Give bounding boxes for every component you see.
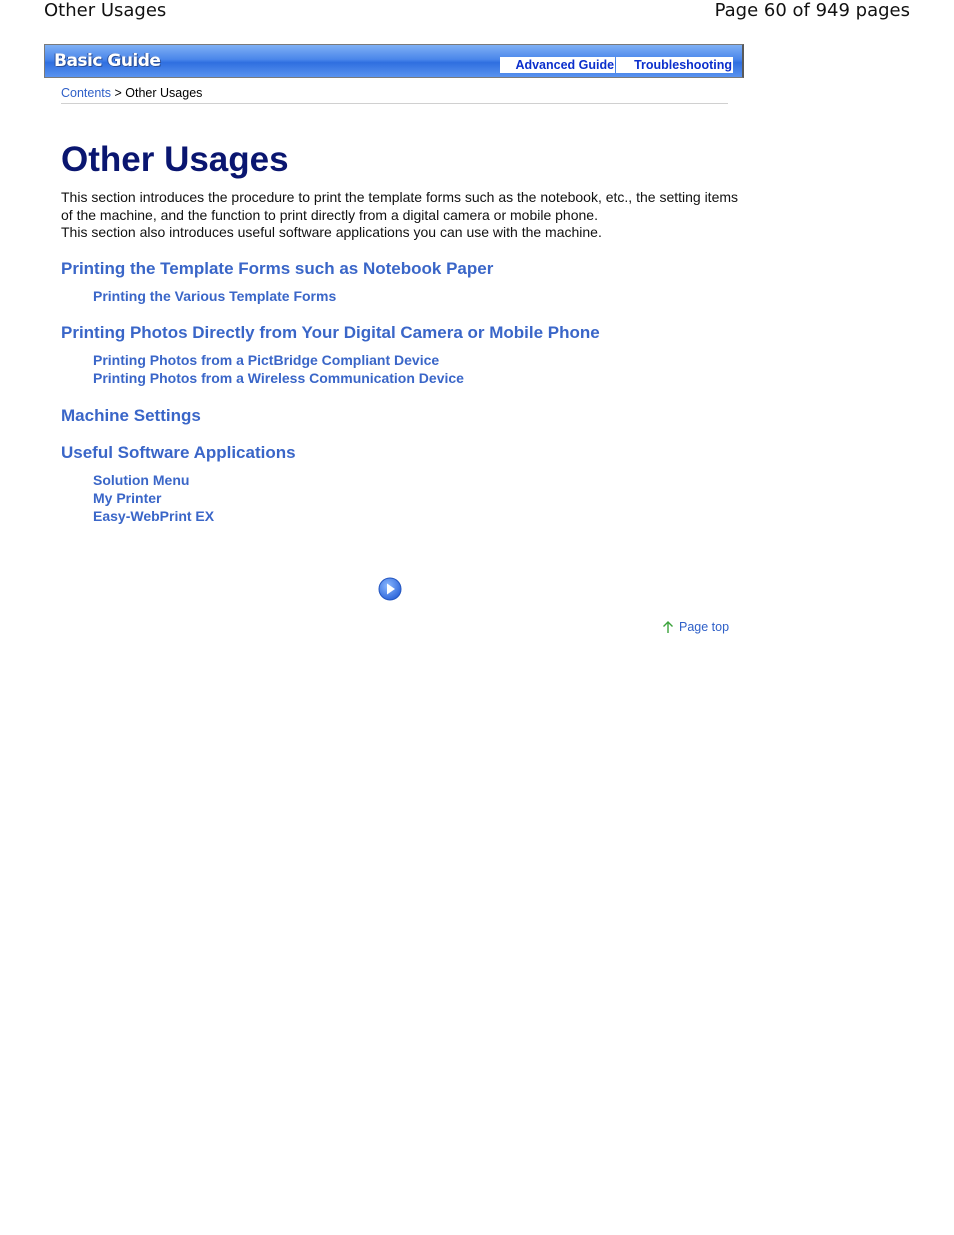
section-heading-software-applications[interactable]: Useful Software Applications [61,443,296,462]
breadcrumb-divider [61,103,728,104]
section-heading-template-forms[interactable]: Printing the Template Forms such as Notebook Paper [61,259,494,278]
link-wireless-device[interactable]: Printing Photos from a Wireless Communication Device [93,370,464,386]
intro-text [61,189,741,242]
troubleshooting-link[interactable] [616,57,733,73]
link-various-template-forms[interactable]: Printing the Various Template Forms [93,288,337,304]
section-heading-direct-printing[interactable]: Printing Photos Directly from Your Digital Camera or Mobile Phone [61,323,600,342]
guide-banner [44,44,744,78]
advanced-guide-label: Advanced Guide [515,58,615,72]
guide-links [500,57,733,73]
troubleshooting-label: Troubleshooting [634,58,732,72]
next-arrow-icon[interactable] [378,577,402,601]
box-icon [500,58,514,72]
intro-paragraph-1: This section introduces the procedure to print the template forms such as the notebook, etc., the setting items of the machine, and the function to print directly from a digital camera or mobile phone. [61,189,739,223]
link-pictbridge-device[interactable]: Printing Photos from a PictBridge Compliant Device [93,352,440,368]
breadcrumb-contents-link[interactable]: Contents [61,86,112,100]
link-my-printer[interactable]: My Printer [93,490,162,506]
link-easy-webprint-ex[interactable]: Easy-WebPrint EX [93,508,215,524]
page-title: Other Usages [61,140,289,179]
breadcrumb-current: Other Usages [125,86,203,100]
intro-paragraph-2: This section also introduces useful software applications you can use with the machine. [61,224,602,240]
breadcrumb [61,86,202,100]
page-top-link[interactable]: Page top [679,620,730,634]
print-header [0,0,954,26]
box-icon [616,58,630,72]
link-solution-menu[interactable]: Solution Menu [93,472,190,488]
basic-guide-logo: Basic Guide [54,51,161,71]
page-top[interactable] [662,620,729,634]
breadcrumb-separator: > [111,86,126,100]
section-heading-machine-settings[interactable]: Machine Settings [61,406,201,425]
print-header-page-info: Page 60 of 949 pages [714,0,910,21]
advanced-guide-link[interactable] [500,57,615,73]
up-arrow-icon [662,620,674,634]
print-header-title: Other Usages [44,0,167,21]
